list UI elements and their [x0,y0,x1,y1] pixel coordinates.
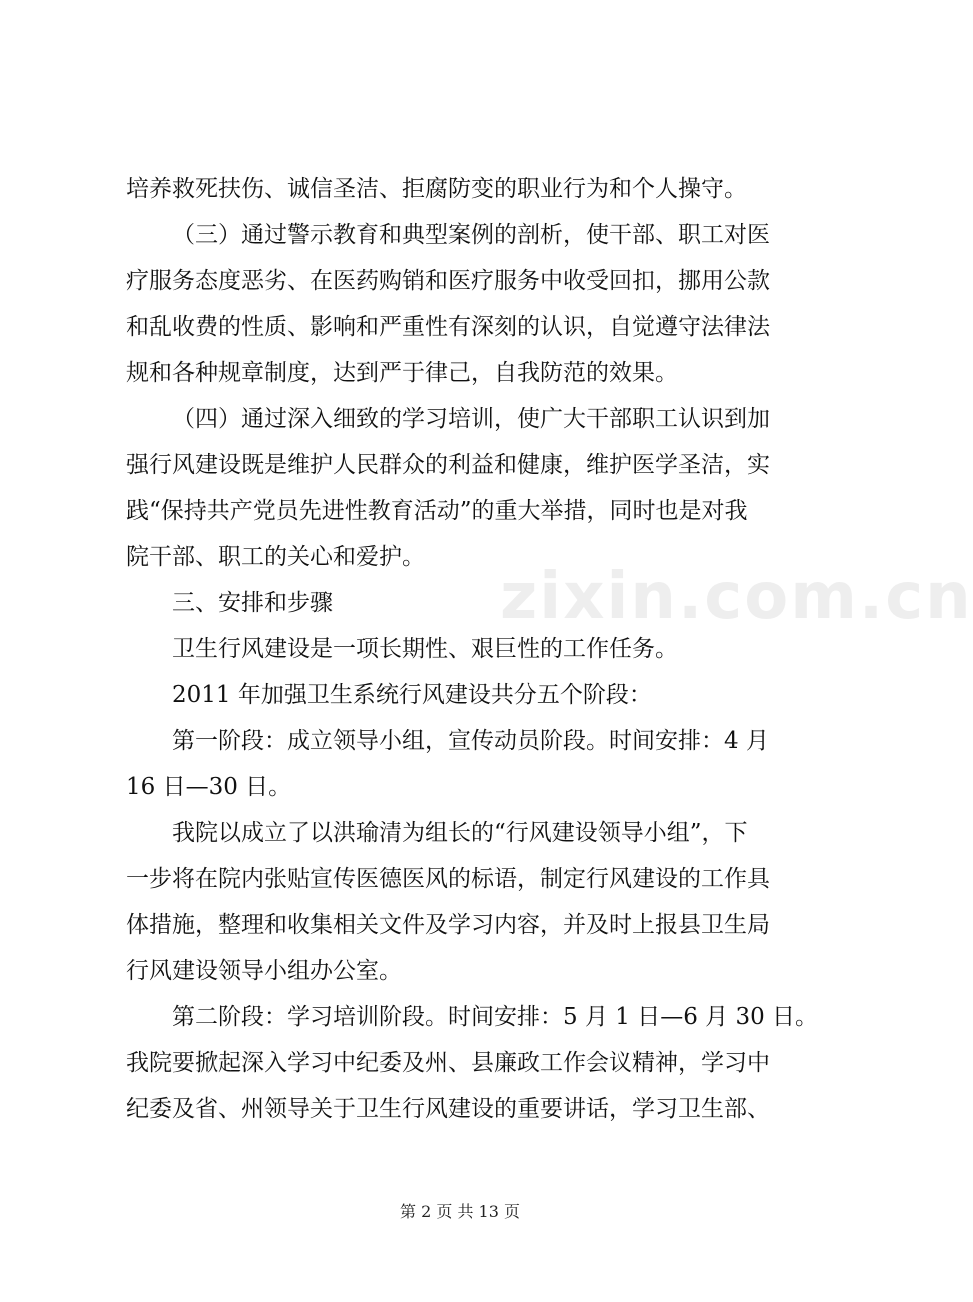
text-line: 疗服务态度恶劣、在医药购销和医疗服务中收受回扣，挪用公款 [126,268,770,294]
text-line: 第二阶段：学习培训阶段。时间安排：5 月 1 日—6 月 30 日。 [172,1004,819,1030]
text-line: 强行风建设既是维护人民群众的利益和健康，维护医学圣洁，实 [126,452,770,478]
text-line: 三、安排和步骤 [172,590,333,616]
text-line: 卫生行风建设是一项长期性、艰巨性的工作任务。 [172,636,678,662]
text-line: 践“保持共产党员先进性教育活动”的重大举措，同时也是对我 [126,498,748,524]
text-line: 体措施，整理和收集相关文件及学习内容，并及时上报县卫生局 [126,912,770,938]
text-line: 一步将在院内张贴宣传医德医风的标语，制定行风建设的工作具 [126,866,770,892]
watermark: zixin.com.cn [500,560,973,634]
text-line: 2011 年加强卫生系统行风建设共分五个阶段： [172,682,652,708]
text-line: 院干部、职工的关心和爱护。 [126,544,425,570]
page-footer: 第 2 页 共 13 页 [400,1202,520,1221]
text-line: 我院要掀起深入学习中纪委及州、县廉政工作会议精神，学习中 [126,1050,770,1076]
document-body [126,166,826,1132]
text-line: （四）通过深入细致的学习培训，使广大干部职工认识到加 [172,406,770,432]
text-line: 我院以成立了以洪瑜清为组长的“行风建设领导小组”，下 [172,820,748,846]
text-line: （三）通过警示教育和典型案例的剖析，使干部、职工对医 [172,222,770,248]
text-line: 培养救死扶伤、诚信圣洁、拒腐防变的职业行为和个人操守。 [126,176,747,202]
text-line: 规和各种规章制度，达到严于律己，自我防范的效果。 [126,360,678,386]
text-line: 行风建设领导小组办公室。 [126,958,402,984]
text-line: 纪委及省、州领导关于卫生行风建设的重要讲话，学习卫生部、 [126,1096,770,1122]
text-line: 16 日—30 日。 [126,774,292,800]
text-line: 和乱收费的性质、影响和严重性有深刻的认识，自觉遵守法律法 [126,314,770,340]
text-line: 第一阶段：成立领导小组，宣传动员阶段。时间安排：4 月 [172,728,769,754]
